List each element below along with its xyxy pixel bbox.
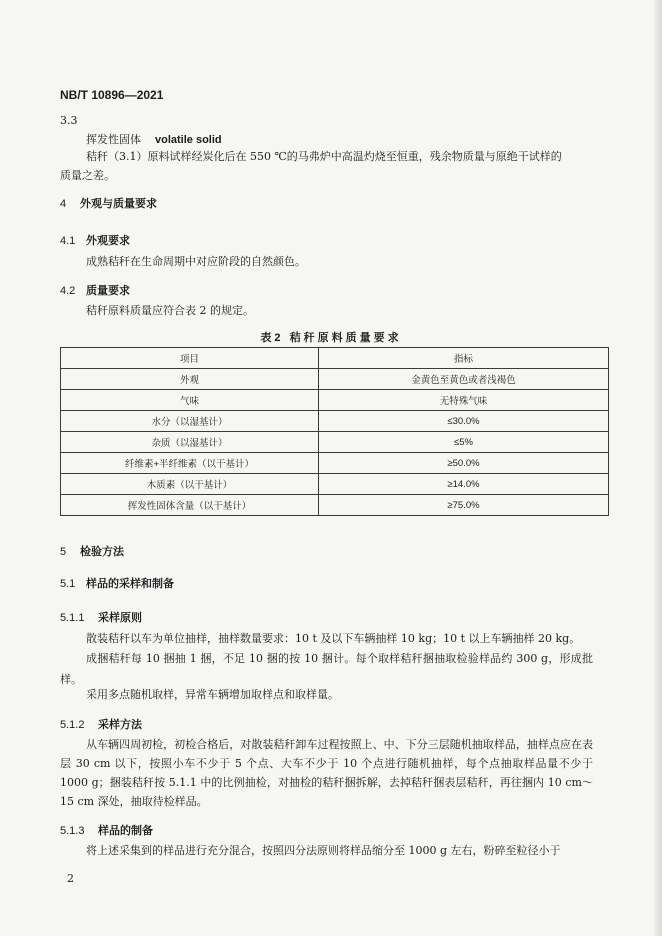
section-number: 5.1.1 [60, 612, 85, 624]
section-title: 质量要求 [86, 285, 130, 297]
section-5-1-3-heading [60, 822, 153, 838]
table-header-row [61, 348, 609, 369]
section-5-1-2-heading [60, 716, 142, 732]
table-row [61, 495, 609, 516]
section-title: 外观要求 [86, 235, 130, 247]
table-row [61, 474, 609, 495]
row-indicator: ≥75.0% [319, 495, 609, 516]
row-item: 纤维素+半纤维素（以干基计） [61, 453, 319, 474]
quality-text: 秸秆原料质量应符合表 2 的规定。 [86, 304, 254, 317]
column-header-item: 项目 [61, 348, 319, 369]
section-title: 采样方法 [98, 719, 142, 731]
scan-edge-shadow [654, 0, 662, 936]
sample-prep-p1: 将上述采集到的样品进行充分混合，按照四分法原则将样品缩分至 1000 g 左右，粉碎至粒径小于 [86, 844, 561, 857]
section-title: 样品的采样和制备 [86, 578, 174, 590]
sampling-principle-p1: 散装秸秆以车为单位抽样，抽样数量要求：10 t 及以下车辆抽样 10 kg；10 t 以上车辆抽样 20 kg。 [86, 632, 581, 645]
sampling-method-p1: 从车辆四周初检，初检合格后，对散装秸秆卸车过程按照上、中、下分三层随机抽取样品，抽样点应在表层 30 cm 以下，按照小车不少于 5 个点、大车不少于 10 个点进行随机抽样，每个点抽取样品量不少于 1000 g；捆装秸秆按 5.1.1 中的比例抽检，对抽检的秸秆捆拆解，去掉秸秆捆表层秸秆，再往捆内 10 cm～15 cm 深处，抽取待检样品。 [60, 738, 593, 808]
definition-line-1: 秸秆（3.1）原料试样经炭化后在 550 ℃的马弗炉中高温灼烧至恒重，残余物质量与原绝干试样的 [86, 150, 562, 163]
section-title: 样品的制备 [98, 825, 153, 837]
page-number: 2 [67, 872, 74, 885]
sampling-principle-p3: 采用多点随机取样，异常车辆增加取样点和取样量。 [86, 688, 339, 701]
table-caption: 表2 秸秆原料质量要求 [260, 332, 402, 344]
appearance-text: 成熟秸秆在生命周期中对应阶段的自然颜色。 [86, 255, 306, 268]
section-number: 5.1.2 [60, 719, 85, 731]
section-number: 4.2 [60, 285, 76, 297]
section-title: 采样原则 [98, 612, 142, 624]
row-indicator: 金黄色至黄色或者浅褐色 [319, 369, 609, 390]
table-row [61, 432, 609, 453]
row-indicator: ≤30.0% [319, 411, 609, 432]
section-3-3-number: 3.3 [60, 114, 78, 127]
table-row [61, 453, 609, 474]
section-number: 5.1 [60, 578, 76, 590]
row-indicator: ≤5% [319, 432, 609, 453]
section-title: 外观与质量要求 [80, 198, 157, 210]
section-4-heading [60, 195, 157, 211]
row-indicator: 无特殊气味 [319, 390, 609, 411]
section-5-1-heading [60, 575, 174, 591]
section-number: 5.1.3 [60, 825, 85, 837]
row-item: 木质素（以干基计） [61, 474, 319, 495]
sampling-principle-p2: 成捆秸秆每 10 捆抽 1 捆，不足 10 捆的按 10 捆计。每个取样秸秆捆抽取检验样品约 300 g，形成批样。 [60, 652, 593, 686]
section-5-heading [60, 543, 124, 559]
row-indicator: ≥50.0% [319, 453, 609, 474]
row-indicator: ≥14.0% [319, 474, 609, 495]
row-item: 水分（以湿基计） [61, 411, 319, 432]
section-number: 4.1 [60, 235, 76, 247]
section-5-1-1-heading [60, 609, 142, 625]
section-4-2-heading [60, 282, 130, 298]
section-4-1-heading [60, 232, 130, 248]
table-row [61, 390, 609, 411]
term-english: volatile solid [155, 134, 222, 146]
table-row [61, 411, 609, 432]
row-item: 气味 [61, 390, 319, 411]
quality-requirements-table [60, 347, 609, 516]
row-item: 外观 [61, 369, 319, 390]
section-number: 4 [60, 198, 67, 210]
term-chinese: 挥发性固体 [86, 134, 141, 146]
row-item: 杂质（以湿基计） [61, 432, 319, 453]
section-title: 检验方法 [80, 546, 124, 558]
row-item: 挥发性固体含量（以干基计） [61, 495, 319, 516]
definition-line-2: 质量之差。 [60, 169, 115, 182]
standard-number: NB/T 10896—2021 [60, 88, 164, 102]
section-number: 5 [60, 546, 67, 558]
table-row [61, 369, 609, 390]
column-header-indicator: 指标 [319, 348, 609, 369]
